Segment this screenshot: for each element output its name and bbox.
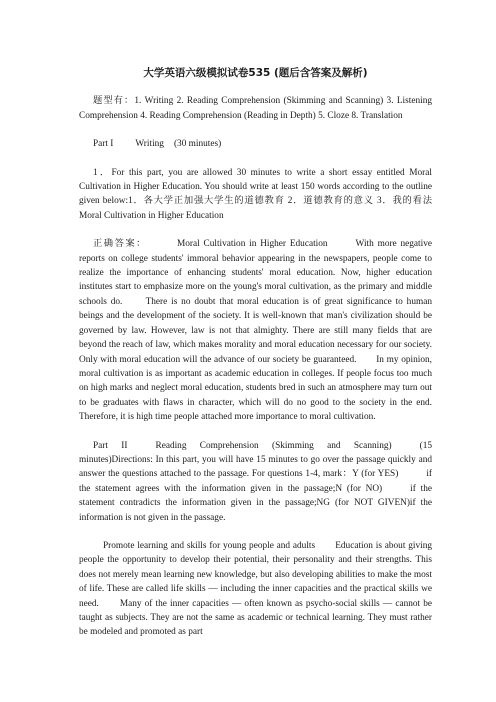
part1-label: Part I bbox=[93, 139, 114, 150]
answer-label: 正确答案： bbox=[93, 239, 147, 250]
part2-time: (15 minutes) bbox=[79, 440, 432, 465]
answer-essay-title: Moral Cultivation in Higher Education bbox=[176, 239, 328, 250]
question-1 bbox=[79, 166, 432, 224]
question-1-text: 1．For this part, you are allowed 30 minutes to write a short essay entitled Moral Cultivation in Higher Education. You should write at least 150 words according to the outline given below:1．各大学正加强大学生的道德教育 2．道德教育的意义 3．我的看法 bbox=[79, 167, 432, 207]
question-1-essay-title: Moral Cultivation in Higher Education bbox=[79, 210, 224, 221]
answer-essay-text: With more negative reports on college students' immoral behavior appearing in the newspapers, people come to realize the importance of enhancing students' moral education. Now, higher education institutes start to emphasize more on the young's moral cultivation, as the primary and middle schools do. There is no doubt that moral education is of great significance to human beings and the development of the society. It is well-known that man's civilization should be governed by law. However, law is not that almighty. There are still many fields that are beyond the reach of law, which makes morality and moral education necessary for our society. Only with moral education will the advance of our society be guaranteed. In my opinion, moral cultivation is as important as academic education in colleges. If people focus too much on high marks and neglect moral education, students bred in such an atmosphere may turn out to be graduates with flaws in character, which will do no good to the society in the end. Therefore, it is high time people attached more importance to moral cultivation. bbox=[79, 239, 432, 423]
part2-heading bbox=[79, 439, 432, 525]
part1-name: Writing bbox=[135, 139, 164, 150]
question-types: 题型有：1. Writing 2. Reading Comprehension (Skimming and Scanning) 3. Listening Comprehension 4. Reading Comprehension (Reading in Depth) 5. Cloze 8. Translation bbox=[79, 96, 432, 121]
document-title: 大学英语六级模拟试卷535 (题后含答案及解析) bbox=[143, 67, 368, 79]
answer-block bbox=[79, 237, 432, 424]
part2-name: Reading Comprehension (Skimming and Scanning) bbox=[155, 440, 392, 451]
part2-directions-n: if the statement contradicts the information given in the passage;NG (for NOT GIVEN)if the information is not given in the passage. bbox=[79, 483, 432, 523]
part1-time: (30 minutes) bbox=[173, 139, 222, 150]
part2-directions-y: if the statement agrees with the information given in the passage;N (for NO) bbox=[79, 469, 432, 494]
part2-label: Part II bbox=[93, 440, 128, 451]
part2-directions: Directions: In this part, you will have 15 minutes to go over the passage quickly and answer the questions attached to the passage. For questions 1-4, mark：Y (for YES) bbox=[79, 454, 432, 480]
passage-text: Promote learning and skills for young people and adults Education is about giving people the opportunity to develop their potential, their personality and their strengths. This does not merely mean learning new knowledge, but also developing abilities to make the most of life. These are called life skills — including the inner capacities and the practical skills we need. Many of the inner capacities — often known as psycho-social skills — cannot be taught as subjects. They are not the same as academic or technical learning. They must rather be modeled and promoted as part bbox=[79, 540, 432, 638]
part1-heading bbox=[79, 137, 432, 151]
